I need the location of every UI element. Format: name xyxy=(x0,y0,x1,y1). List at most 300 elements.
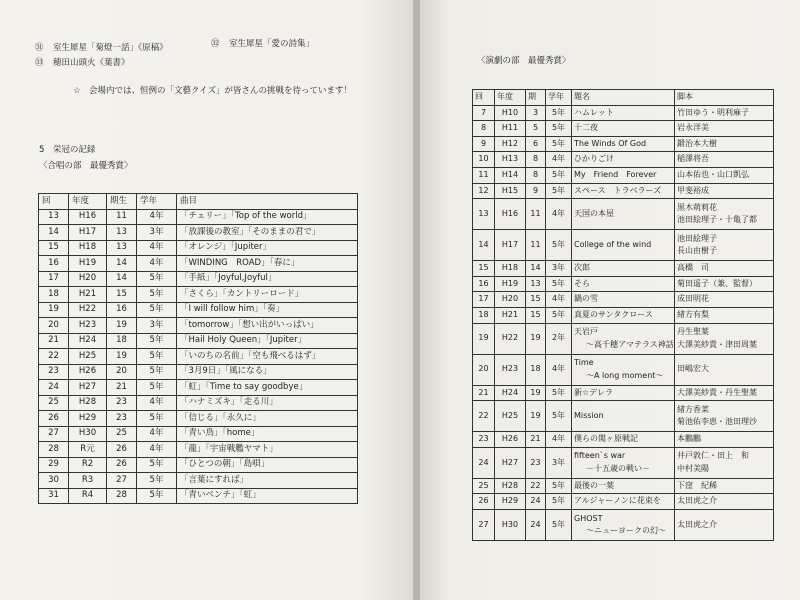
cell-script xyxy=(675,447,774,478)
title-main: Time xyxy=(574,358,594,368)
script-writer: 下窪 紀稀 xyxy=(677,480,717,490)
cell-title xyxy=(572,105,675,121)
cell-round: 26 xyxy=(39,411,69,427)
title-main: ひかりごけ xyxy=(574,154,614,164)
cell-title xyxy=(572,401,675,432)
cell-year: H20 xyxy=(495,292,526,308)
title-main: The Winds Of God xyxy=(574,138,647,148)
script-writer: 池田絵理子 xyxy=(677,233,717,243)
title-main: 最後の一葉 xyxy=(574,480,614,490)
cell-cohort: 19 xyxy=(107,318,137,334)
table-row xyxy=(473,494,774,510)
cell-songs: 「さくら」「カントリーロード」 xyxy=(177,287,358,303)
cell-script xyxy=(675,136,774,152)
cell-round: 22 xyxy=(39,349,69,365)
cell-cohort: 8 xyxy=(526,152,546,168)
cell-songs: 「Hail Holy Queen」「Jupiter」 xyxy=(177,333,358,349)
cell-songs: 「言葉にすれば」 xyxy=(177,473,358,489)
item-31-text: 室生犀星「菊燈一話」《原稿》 xyxy=(53,43,168,53)
table-row xyxy=(39,426,358,442)
script-writer: 井戸敦仁・田上 和 xyxy=(677,451,749,461)
cell-script xyxy=(675,183,774,199)
book-spine xyxy=(413,0,420,600)
cell-round: 27 xyxy=(39,426,69,442)
title-subtitle: ～高千穂アマテラス神話 xyxy=(586,339,674,349)
cell-script xyxy=(675,230,774,261)
header-grade: 学年 xyxy=(546,90,572,106)
cell-grade: 4年 xyxy=(546,354,572,385)
cell-year: H30 xyxy=(495,509,526,540)
cell-title xyxy=(572,199,675,230)
cell-year: H16 xyxy=(495,199,526,230)
cell-round: 30 xyxy=(39,473,69,489)
cell-grade: 5年 xyxy=(137,287,177,303)
cell-year: H26 xyxy=(69,364,107,380)
cell-round: 17 xyxy=(39,271,69,287)
cell-title xyxy=(572,167,675,183)
cell-grade: 3年 xyxy=(546,447,572,478)
title-main: 天岩戸 xyxy=(574,327,598,337)
cell-round: 28 xyxy=(39,442,69,458)
table-row xyxy=(473,307,774,323)
table-row xyxy=(39,411,358,427)
cell-year: H21 xyxy=(495,307,526,323)
cell-year: H27 xyxy=(69,380,107,396)
cell-cohort: 21 xyxy=(107,380,137,396)
cell-year: H22 xyxy=(495,323,526,354)
cell-songs: 「信じる」「永久に」 xyxy=(177,411,358,427)
table-row xyxy=(39,333,358,349)
cell-round: 31 xyxy=(39,488,69,504)
cell-grade: 5年 xyxy=(546,167,572,183)
cell-songs: 「WINDING ROAD」「春に」 xyxy=(177,256,358,272)
cell-round: 20 xyxy=(473,354,495,385)
cell-script xyxy=(675,323,774,354)
cell-cohort: 23 xyxy=(526,447,546,478)
cell-round: 8 xyxy=(473,121,495,137)
header-round: 回 xyxy=(473,90,495,106)
cell-round: 14 xyxy=(473,230,495,261)
cell-title xyxy=(572,261,675,277)
cell-title xyxy=(572,385,675,401)
title-main: 次郎 xyxy=(574,263,590,273)
cell-grade: 5年 xyxy=(546,509,572,540)
table-row xyxy=(473,354,774,385)
cell-year: H25 xyxy=(69,349,107,365)
cell-script xyxy=(675,167,774,183)
cell-title xyxy=(572,121,675,137)
title-subtitle: ～ニューヨークの幻～ xyxy=(586,525,666,535)
table-row xyxy=(39,287,358,303)
cell-grade: 4年 xyxy=(137,240,177,256)
cell-songs: 「手紙」「Joyful,Joyful」 xyxy=(177,271,358,287)
cell-songs: 「龍」「宇宙戦艦ヤマト」 xyxy=(177,442,358,458)
cell-grade: 4年 xyxy=(546,292,572,308)
cell-cohort: 18 xyxy=(526,354,546,385)
cell-year: H10 xyxy=(495,105,526,121)
cell-cohort: 15 xyxy=(526,292,546,308)
cell-round: 27 xyxy=(473,509,495,540)
cell-cohort: 16 xyxy=(107,302,137,318)
script-writer: 太田虎之介 xyxy=(677,496,717,506)
cell-round: 24 xyxy=(473,447,495,478)
cell-grade: 5年 xyxy=(546,183,572,199)
cell-grade: 4年 xyxy=(137,395,177,411)
cell-grade: 5年 xyxy=(137,364,177,380)
cell-grade: 5年 xyxy=(546,276,572,292)
item-33-number: ㉝ xyxy=(35,58,44,68)
script-writer: 高橋 司 xyxy=(677,263,709,273)
table-row xyxy=(473,478,774,494)
cell-year: H13 xyxy=(495,152,526,168)
cell-cohort: 23 xyxy=(107,395,137,411)
cell-title xyxy=(572,292,675,308)
cell-grade: 5年 xyxy=(137,271,177,287)
cell-cohort: 9 xyxy=(526,183,546,199)
cell-grade: 5年 xyxy=(546,401,572,432)
cell-year: H28 xyxy=(495,478,526,494)
cell-title xyxy=(572,230,675,261)
cell-grade: 5年 xyxy=(546,385,572,401)
header-title: 題名 xyxy=(572,90,675,106)
cell-script xyxy=(675,199,774,230)
table-row xyxy=(39,302,358,318)
cell-year: H15 xyxy=(495,183,526,199)
script-writer: 甲斐裕成 xyxy=(677,185,709,195)
cell-cohort: 13 xyxy=(107,225,137,241)
table-row xyxy=(473,199,774,230)
cell-year: H23 xyxy=(495,354,526,385)
table-row xyxy=(473,292,774,308)
cell-year: H24 xyxy=(495,385,526,401)
cell-grade: 4年 xyxy=(137,209,177,225)
section-title-drama: 〈演劇の部 最優秀賞〉 xyxy=(477,56,571,66)
cell-round: 12 xyxy=(473,183,495,199)
script-writer-2: 菊池佑李恵・池田理沙 xyxy=(677,417,757,427)
table-row xyxy=(473,276,774,292)
cell-songs: 「ひとつの朝」「島唄」 xyxy=(177,457,358,473)
cell-title xyxy=(572,183,675,199)
script-writer-2: 中村美陽 xyxy=(677,463,709,473)
title-main: Mission xyxy=(574,410,604,420)
script-writer: 丹生聖葉 xyxy=(677,327,709,337)
script-writer: 本鵬鵬 xyxy=(677,434,701,444)
cell-grade: 5年 xyxy=(546,121,572,137)
cell-round: 15 xyxy=(473,261,495,277)
table-row xyxy=(473,152,774,168)
title-main: GHOST xyxy=(574,513,603,523)
cell-title xyxy=(572,136,675,152)
cell-grade: 5年 xyxy=(137,411,177,427)
cell-script xyxy=(675,121,774,137)
cell-round: 13 xyxy=(473,199,495,230)
cell-cohort: 19 xyxy=(526,323,546,354)
script-writer: 竹田ゆう・明利麻子 xyxy=(677,107,749,117)
quiz-notice: 会場内では、恒例の「文藝クイズ」が皆さんの挑戦を待っています！ xyxy=(89,86,352,96)
table-row xyxy=(473,136,774,152)
script-writer: 鍛治本大樹 xyxy=(677,138,717,148)
cell-year: H28 xyxy=(69,395,107,411)
cell-cohort: 18 xyxy=(107,333,137,349)
cell-round: 29 xyxy=(39,457,69,473)
cell-songs: 「オレンジ」「Jupiter」 xyxy=(177,240,358,256)
header-year: 年度 xyxy=(495,90,526,106)
cell-grade: 5年 xyxy=(137,457,177,473)
cell-round: 17 xyxy=(473,292,495,308)
script-writer: 山本佑也・山口凱弘 xyxy=(677,170,749,180)
table-row xyxy=(39,364,358,380)
cell-grade: 4年 xyxy=(546,199,572,230)
cell-round: 21 xyxy=(473,385,495,401)
title-main: ハムレット xyxy=(574,107,614,117)
cell-grade: 4年 xyxy=(137,256,177,272)
cell-grade: 2年 xyxy=(546,323,572,354)
cell-cohort: 26 xyxy=(107,457,137,473)
script-writer: 太田虎之介 xyxy=(677,519,717,529)
cell-script xyxy=(675,276,774,292)
script-writer-2: 大澤美紗貴・津田周葉 xyxy=(677,339,757,349)
cell-grade: 5年 xyxy=(137,473,177,489)
cell-title xyxy=(572,494,675,510)
chorus-award-table xyxy=(38,193,358,504)
cell-cohort: 11 xyxy=(526,199,546,230)
cell-round: 25 xyxy=(473,478,495,494)
cell-script xyxy=(675,307,774,323)
cell-cohort: 13 xyxy=(107,240,137,256)
cell-songs: 「tomorrow」「想い出がいっぱい」 xyxy=(177,318,358,334)
cell-round: 21 xyxy=(39,333,69,349)
table-header-row xyxy=(473,90,774,106)
cell-title xyxy=(572,307,675,323)
cell-cohort: 19 xyxy=(107,349,137,365)
cell-script xyxy=(675,509,774,540)
cell-year: H14 xyxy=(495,167,526,183)
cell-grade: 4年 xyxy=(546,152,572,168)
table-row xyxy=(473,261,774,277)
cell-grade: 4年 xyxy=(137,426,177,442)
table-row xyxy=(473,323,774,354)
table-row xyxy=(39,240,358,256)
cell-round: 26 xyxy=(473,494,495,510)
cell-round: 14 xyxy=(39,225,69,241)
table-row xyxy=(39,349,358,365)
cell-cohort: 24 xyxy=(526,509,546,540)
table-row xyxy=(39,473,358,489)
table-row xyxy=(39,318,358,334)
cell-script xyxy=(675,354,774,385)
cell-round: 20 xyxy=(39,318,69,334)
cell-cohort: 5 xyxy=(526,121,546,137)
table-row xyxy=(473,105,774,121)
cell-year: H20 xyxy=(69,271,107,287)
table-row xyxy=(39,380,358,396)
title-main: College of the wind xyxy=(574,239,652,249)
script-writer: 大澤美紗貴・丹生聖葉 xyxy=(677,387,757,397)
cell-year: H21 xyxy=(69,287,107,303)
cell-title xyxy=(572,509,675,540)
title-main: fifteen`s war xyxy=(574,451,626,461)
cell-round: 9 xyxy=(473,136,495,152)
cell-year: H19 xyxy=(495,276,526,292)
table-row xyxy=(39,271,358,287)
cell-title xyxy=(572,447,675,478)
cell-songs: 「いのちの名前」「空も飛べるはず」 xyxy=(177,349,358,365)
cell-year: H18 xyxy=(495,261,526,277)
cell-cohort: 21 xyxy=(526,432,546,448)
cell-round: 22 xyxy=(473,401,495,432)
cell-cohort: 26 xyxy=(107,442,137,458)
cell-year: H16 xyxy=(69,209,107,225)
cell-year: H17 xyxy=(495,230,526,261)
title-main: 鍋の雪 xyxy=(574,294,598,304)
cell-year: R元 xyxy=(69,442,107,458)
cell-cohort: 14 xyxy=(107,271,137,287)
title-main: そら xyxy=(574,278,590,288)
cell-grade: 5年 xyxy=(137,349,177,365)
header-songs: 曲目 xyxy=(177,194,358,210)
cell-year: H17 xyxy=(69,225,107,241)
cell-cohort: 6 xyxy=(526,136,546,152)
script-writer: 稲澤将吾 xyxy=(677,154,709,164)
cell-script xyxy=(675,105,774,121)
table-row xyxy=(39,209,358,225)
script-writer: 緒方香菜 xyxy=(677,404,709,414)
cell-script xyxy=(675,385,774,401)
cell-cohort: 11 xyxy=(107,209,137,225)
cell-cohort: 20 xyxy=(107,364,137,380)
cell-songs: 「青いベンチ」「虹」 xyxy=(177,488,358,504)
cell-cohort: 23 xyxy=(107,411,137,427)
cell-round: 19 xyxy=(473,323,495,354)
cell-grade: 3年 xyxy=(546,261,572,277)
cell-script xyxy=(675,478,774,494)
cell-year: R4 xyxy=(69,488,107,504)
cell-round: 16 xyxy=(39,256,69,272)
table-row xyxy=(473,230,774,261)
cell-grade: 5年 xyxy=(137,380,177,396)
table-row xyxy=(39,488,358,504)
item-32-number: ㉜ xyxy=(211,39,220,49)
table-row xyxy=(473,447,774,478)
cell-cohort: 25 xyxy=(107,426,137,442)
cell-cohort: 3 xyxy=(526,105,546,121)
cell-year: H22 xyxy=(69,302,107,318)
cell-round: 25 xyxy=(39,395,69,411)
cell-songs: 「青い鳥」「home」 xyxy=(177,426,358,442)
cell-cohort: 19 xyxy=(526,385,546,401)
cell-round: 7 xyxy=(473,105,495,121)
cell-year: H29 xyxy=(495,494,526,510)
cell-title xyxy=(572,323,675,354)
cell-round: 19 xyxy=(39,302,69,318)
cell-title xyxy=(572,354,675,385)
cell-title xyxy=(572,432,675,448)
script-writer: 緒方有梨 xyxy=(677,310,709,320)
notice-star: ☆ xyxy=(73,86,81,96)
cell-grade: 4年 xyxy=(137,442,177,458)
item-33-text: 穂田山頭火《葉書》 xyxy=(53,58,130,68)
cell-year: R3 xyxy=(69,473,107,489)
cell-year: H19 xyxy=(69,256,107,272)
cell-round: 24 xyxy=(39,380,69,396)
cell-round: 11 xyxy=(473,167,495,183)
cell-round: 18 xyxy=(39,287,69,303)
cell-songs: 「ハナミズキ」「走る川」 xyxy=(177,395,358,411)
cell-round: 13 xyxy=(39,209,69,225)
cell-grade: 5年 xyxy=(546,478,572,494)
title-main: 十二夜 xyxy=(574,123,598,133)
script-writer: 菊田遥子（兼、監督） xyxy=(677,278,757,288)
cell-grade: 3年 xyxy=(137,318,177,334)
table-row xyxy=(39,395,358,411)
script-writer: 黒木萌莉花 xyxy=(677,202,717,212)
cell-cohort: 14 xyxy=(107,256,137,272)
cell-songs: 「チェリー」「Top of the world」 xyxy=(177,209,358,225)
cell-year: R2 xyxy=(69,457,107,473)
cell-cohort: 15 xyxy=(526,307,546,323)
table-row xyxy=(473,509,774,540)
cell-title xyxy=(572,478,675,494)
drama-award-table xyxy=(472,89,774,541)
table-header-row xyxy=(39,194,358,210)
cell-round: 23 xyxy=(473,432,495,448)
script-writer: 岩永洋美 xyxy=(677,123,709,133)
title-main: スペース トラベラーズ xyxy=(574,185,662,195)
title-main: My Friend Forever xyxy=(574,170,657,180)
cell-grade: 5年 xyxy=(546,494,572,510)
header-cohort: 期 xyxy=(526,90,546,106)
cell-cohort: 13 xyxy=(526,276,546,292)
title-main: 僕らの関ヶ原戦記 xyxy=(574,434,638,444)
table-row xyxy=(473,167,774,183)
title-main: 天国の本屋 xyxy=(574,208,614,218)
cell-cohort: 27 xyxy=(107,473,137,489)
cell-year: H11 xyxy=(495,121,526,137)
cell-title xyxy=(572,152,675,168)
table-row xyxy=(39,442,358,458)
cell-cohort: 22 xyxy=(526,478,546,494)
table-row xyxy=(39,225,358,241)
cell-grade: 4年 xyxy=(546,432,572,448)
cell-script xyxy=(675,261,774,277)
cell-grade: 5年 xyxy=(137,488,177,504)
cell-round: 15 xyxy=(39,240,69,256)
script-writer: 成田明花 xyxy=(677,294,709,304)
cell-script xyxy=(675,494,774,510)
cell-grade: 5年 xyxy=(546,105,572,121)
cell-cohort: 28 xyxy=(107,488,137,504)
table-row xyxy=(473,121,774,137)
cell-round: 10 xyxy=(473,152,495,168)
title-subtitle: ～A long moment～ xyxy=(586,370,664,380)
cell-year: H18 xyxy=(69,240,107,256)
subsection-title-chorus: 〈合唱の部 最優秀賞〉 xyxy=(39,161,133,171)
cell-script xyxy=(675,292,774,308)
cell-cohort: 15 xyxy=(107,287,137,303)
cell-round: 16 xyxy=(473,276,495,292)
cell-grade: 5年 xyxy=(137,302,177,318)
cell-year: H23 xyxy=(69,318,107,334)
title-subtitle: －十五歳の戦い－ xyxy=(586,463,650,473)
item-32-text: 室生犀星「愛の詩集」 xyxy=(229,39,315,49)
header-year: 年度 xyxy=(69,194,107,210)
cell-grade: 5年 xyxy=(546,230,572,261)
cell-grade: 5年 xyxy=(546,136,572,152)
cell-script xyxy=(675,432,774,448)
table-row xyxy=(39,457,358,473)
cell-cohort: 19 xyxy=(526,401,546,432)
cell-songs: 「3月9日」「風になる」 xyxy=(177,364,358,380)
